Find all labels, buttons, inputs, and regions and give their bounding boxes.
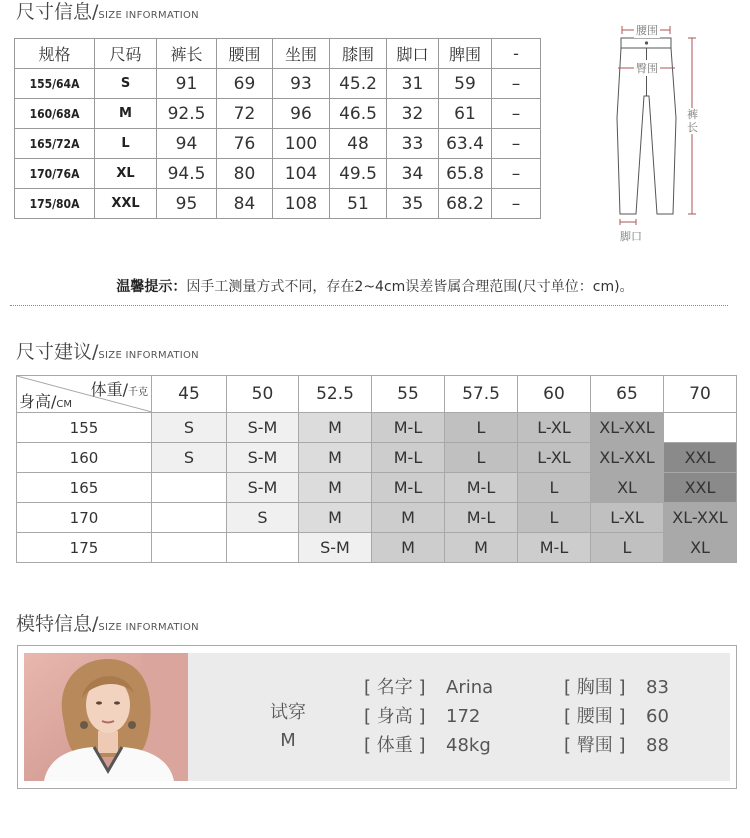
suggestion-cell: M-L [372,413,445,443]
suggestion-cell: XXL [664,473,737,503]
diagram-label-waist: 腰围 [636,24,658,37]
model-field-weight: [ 体重 ] 48kg [364,735,491,756]
suggestion-cell: S-M [227,443,299,473]
suggestion-cell [227,533,299,563]
model-info-box [17,645,737,789]
table-row [17,413,737,443]
suggestion-cell: XL [664,533,737,563]
suggestion-cell: M [299,413,372,443]
suggestion-cell [152,533,227,563]
cell-knee: 49.5 [330,159,387,189]
cell-thigh: 68.2 [439,189,492,219]
cell-thigh: 65.8 [439,159,492,189]
table-row [15,99,541,129]
weight-header: 60 [518,376,591,413]
suggestion-cell: L-XL [518,443,591,473]
suggestion-cell [152,473,227,503]
weight-header: 50 [227,376,299,413]
suggestion-cell: M [299,443,372,473]
cell-hem: 34 [387,159,439,189]
suggestion-cell: XL-XXL [591,443,664,473]
cell-waist: 76 [217,129,273,159]
suggestion-cell: XL-XXL [591,413,664,443]
diagram-label-hem: 脚口 [620,230,642,243]
table-row [15,129,541,159]
model-field-bust: [ 胸围 ] 83 [564,677,669,698]
cell-hip: 104 [273,159,330,189]
cell-knee: 46.5 [330,99,387,129]
cell-waist: 69 [217,69,273,99]
cell-spec: 170/76A [15,159,95,189]
cell-thigh: 59 [439,69,492,99]
cell-spec: 175/80A [15,189,95,219]
height-cell: 165 [17,473,152,503]
cell-thigh: 63.4 [439,129,492,159]
cell-length: 94 [157,129,217,159]
cell-size: L [95,129,157,159]
size-table-header [15,39,541,69]
table-row [15,159,541,189]
cell-length: 94.5 [157,159,217,189]
cell-dash: – [492,189,541,219]
model-field-waist: [ 腰围 ] 60 [564,706,669,727]
model-field-name: [ 名字 ] Arina [364,677,494,698]
diagram-label-hip: 臀围 [636,62,658,75]
cell-knee: 45.2 [330,69,387,99]
cell-waist: 84 [217,189,273,219]
weight-label: 体重/千克 [90,380,148,399]
cell-hip: 108 [273,189,330,219]
pants-diagram [612,18,707,248]
size-suggestion-title: 尺寸建议/SIZE INFORMATION [16,341,199,363]
table-row [15,69,541,99]
cell-size: M [95,99,157,129]
suggestion-cell: M [299,473,372,503]
measurement-notice: 温馨提示：因手工测量方式不同，存在2~4cm误差皆属合理范围(尺寸单位：cm)。 [116,279,634,295]
cell-length: 91 [157,69,217,99]
cell-waist: 80 [217,159,273,189]
model-photo [24,653,188,781]
try-on-size: 试穿 M [270,702,306,751]
diagram-label-length: 裤长 [684,108,701,134]
suggestion-header-row [17,376,737,413]
header-size: 尺码 [95,39,157,69]
cell-spec: 160/68A [15,99,95,129]
cell-size: XL [95,159,157,189]
suggestion-cell: M-L [445,503,518,533]
model-field-hips: [ 臀围 ] 88 [564,735,669,756]
suggestion-cell: M-L [518,533,591,563]
header-thigh: 脾围 [439,39,492,69]
weight-header: 65 [591,376,664,413]
header-spec: 规格 [15,39,95,69]
header-hem: 脚口 [387,39,439,69]
suggestion-cell [152,503,227,533]
suggestion-cell: XXL [664,443,737,473]
height-cell: 160 [17,443,152,473]
cell-spec: 155/64A [15,69,95,99]
model-info-title: 模特信息/SIZE INFORMATION [16,613,199,635]
suggestion-cell: M-L [372,443,445,473]
table-row [17,443,737,473]
suggestion-cell: M [445,533,518,563]
suggestion-cell: XL-XXL [664,503,737,533]
suggestion-cell: L-XL [591,503,664,533]
table-row [17,503,737,533]
height-cell: 170 [17,503,152,533]
header-length: 裤长 [157,39,217,69]
model-portrait-image [24,653,188,781]
cell-spec: 165/72A [15,129,95,159]
suggestion-cell: M [372,533,445,563]
cell-size: XXL [95,189,157,219]
cell-hem: 31 [387,69,439,99]
height-cell: 155 [17,413,152,443]
suggestion-cell: M [299,503,372,533]
table-row [17,533,737,563]
height-cell: 175 [17,533,152,563]
cell-knee: 48 [330,129,387,159]
suggestion-cell: L [445,443,518,473]
cell-dash: – [492,99,541,129]
weight-header: 55 [372,376,445,413]
header-hip: 坐围 [273,39,330,69]
cell-dash: – [492,159,541,189]
model-info-panel [24,653,730,781]
suggestion-cell: L [591,533,664,563]
size-table [14,38,541,219]
suggestion-cell: S [152,413,227,443]
cell-hip: 96 [273,99,330,129]
header-knee: 膝围 [330,39,387,69]
suggestion-cell: M-L [445,473,518,503]
cell-length: 95 [157,189,217,219]
model-field-height: [ 身高 ] 172 [364,706,481,727]
cell-knee: 51 [330,189,387,219]
height-label: 身高/CM [19,392,73,411]
cell-hip: 93 [273,69,330,99]
cell-size: S [95,69,157,99]
suggestion-cell: S [227,503,299,533]
suggestion-cell: L-XL [518,413,591,443]
table-row [15,189,541,219]
suggestion-cell: L [518,473,591,503]
suggestion-cell: L [445,413,518,443]
suggestion-cell: M [372,503,445,533]
cell-thigh: 61 [439,99,492,129]
dotted-divider [10,305,728,306]
weight-header: 57.5 [445,376,518,413]
weight-header: 52.5 [299,376,372,413]
cell-hem: 33 [387,129,439,159]
table-row [17,473,737,503]
suggestion-cell: L [518,503,591,533]
suggestion-cell: M-L [372,473,445,503]
cell-hem: 32 [387,99,439,129]
cell-length: 92.5 [157,99,217,129]
size-info-title: 尺寸信息/SIZE INFORMATION [16,1,199,23]
suggestion-cell: S-M [227,413,299,443]
cell-hip: 100 [273,129,330,159]
suggestion-cell [664,413,737,443]
weight-header: 70 [664,376,737,413]
header-waist: 腰围 [217,39,273,69]
cell-waist: 72 [217,99,273,129]
cell-hem: 35 [387,189,439,219]
header-dash: - [492,39,541,69]
cell-dash: – [492,69,541,99]
corner-header [17,376,152,413]
cell-dash: – [492,129,541,159]
suggestion-cell: XL [591,473,664,503]
suggestion-cell: S [152,443,227,473]
suggestion-cell: S-M [299,533,372,563]
size-suggestion-table [16,375,737,563]
suggestion-cell: S-M [227,473,299,503]
weight-header: 45 [152,376,227,413]
